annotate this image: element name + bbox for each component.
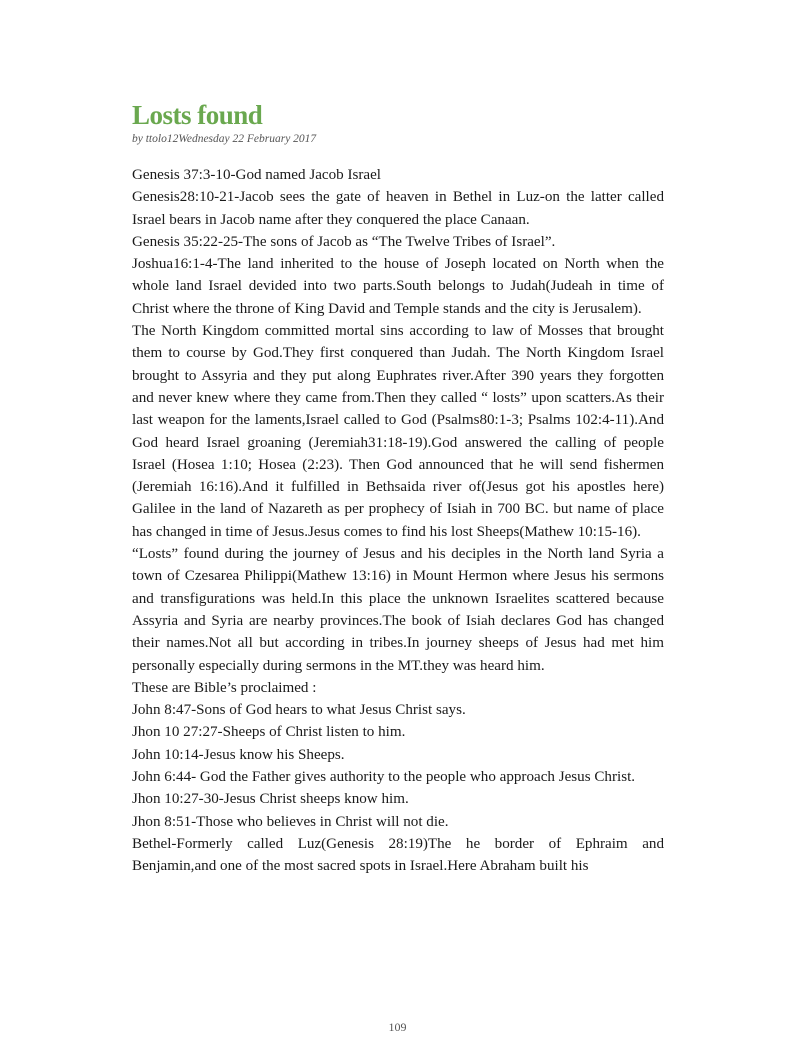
paragraph: John 10:14-Jesus know his Sheeps. [132,746,345,763]
paragraph: “Losts” found during the journey of Jesus and his deciples in the North land Syria a town of Czesarea Philippi(Mathew 13:16) in Mount Hermon where Jesus his sermons and transfigurations was held.In this place the unknown Israelites scattered because Assyria and Syria are nearby provinces.The book of Isiah declares God has changed their names.Not all but according in tribes.In journey sheeps of Jesus had met him personally especially during sermons in the MT.they was heard him. [132,546,664,674]
paragraph: Joshua16:1-4-The land inherited to the house of Joseph located on North when the whole land Israel devided into two parts.South belongs to Judah(Judeah in time of Christ where the throne of King David and Temple stands and the city is Jerusalem). [132,256,664,317]
article-byline: by ttolo12Wednesday 22 February 2017 [132,133,317,145]
article-title: Losts found [132,100,263,130]
paragraph: Genesis 37:3-10-God named Jacob Israel [132,167,381,183]
paragraph: John 6:44- God the Father gives authority to the people who approach Jesus Christ. [132,769,636,786]
paragraph: Jhon 8:51-Those who believes in Christ will not die. [132,813,449,830]
paragraph: The North Kingdom committed mortal sins according to law of Mosses that brought them to course by God.They first conquered than Judah. The North Kingdom Israel brought to Assyria and they put along Euphrates river.After 390 years they forgotten and never knew where they came from.Then they called “ losts” upon scatters.As their last weapon for the laments,Israel called to God (Psalms80:1-3; Psalms 102:4-11).And God heard Israel groaning (Jeremiah31:18-19).God answered the calling of people Israel (Hosea 1:10; Hosea (2:23). Then God announced that he will send fishermen (Jeremiah 16:16).And it fulfilled in Bethsaida river of(Jesus got his apostles here) Galilee in the land of Nazareth as per prophecy of Isiah in 700 BC. but name of place has changed in time of Jesus.Jesus comes to find his lost Sheeps(Mathew 10:15-16). [132,323,664,540]
paragraph: Genesis 35:22-25-The sons of Jacob as “The Twelve Tribes of Israel”. [132,233,556,250]
paragraph: Jhon 10 27:27-Sheeps of Christ listen to him. [132,724,406,741]
paragraph: Bethel-Formerly called Luz(Genesis 28:19)The he border of Ephraim and Benjamin,and one of the most sacred spots in Israel.Here Abraham built his [132,835,664,875]
article-body [132,164,664,878]
document-page [132,98,664,878]
paragraph: Jhon 10:27-30-Jesus Christ sheeps know him. [132,791,409,808]
paragraph: These are Bible’s proclaimed : [132,679,317,696]
paragraph: Genesis28:10-21-Jacob sees the gate of heaven in Bethel in Luz-on the latter called Israel bears in Jacob name after they conquered the place Canaan. [132,189,664,228]
page-number: 109 [388,1020,407,1034]
paragraph: John 8:47-Sons of God hears to what Jesus Christ says. [132,702,466,719]
